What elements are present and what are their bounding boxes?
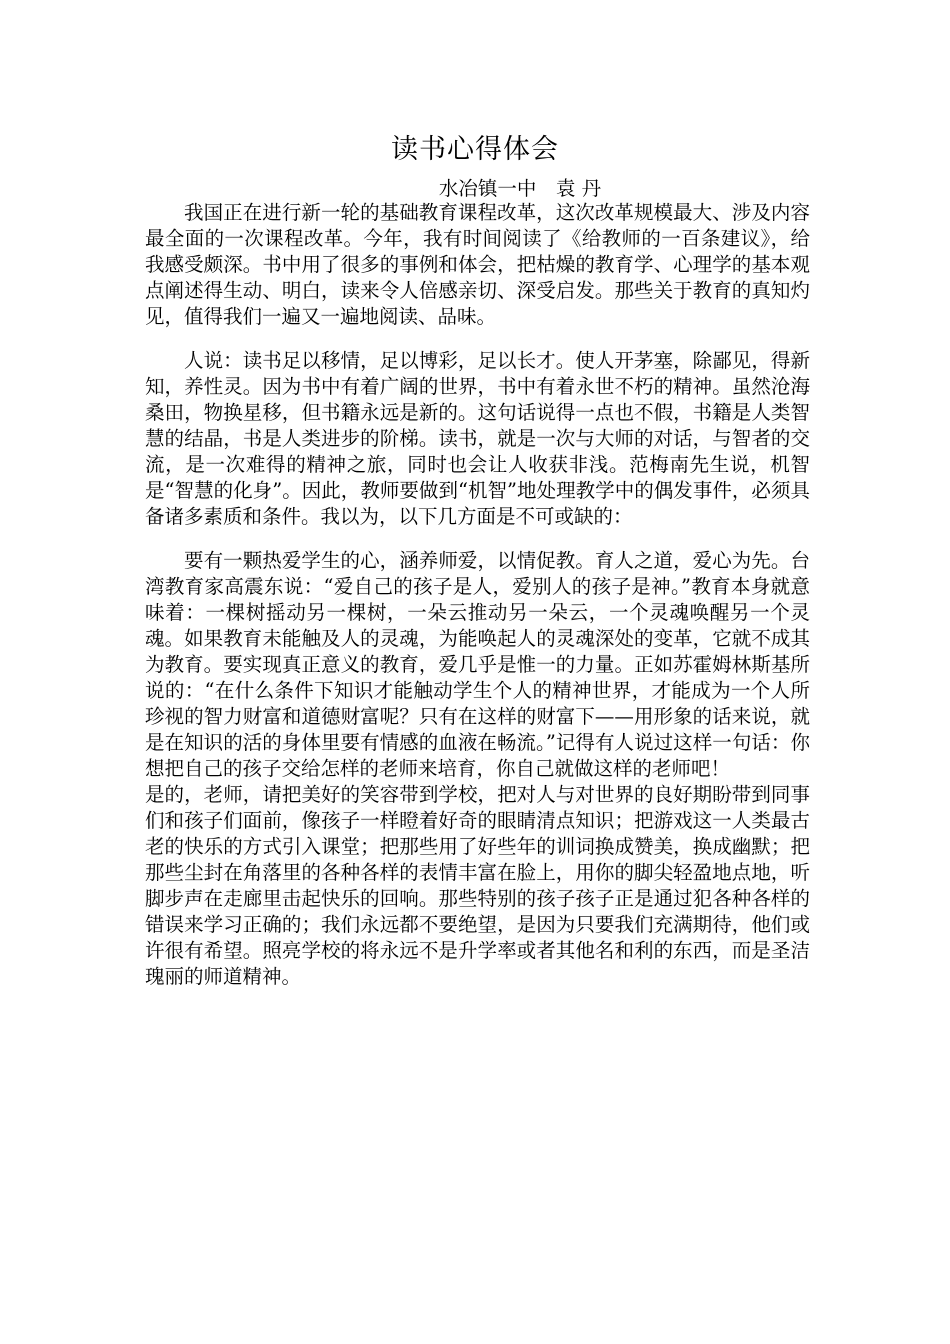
paragraph-4: 是的，老师，请把美好的笑容带到学校，把对人与对世界的良好期盼带到同事们和孩子们面前，像孩子一样瞪着好奇的眼睛清点知识；把游戏这一人类最古老的快乐的方式引入课堂；把那些用了好些年的训词换成赞美，换成幽默；把那些尘封在角落里的各种各样的表情丰富在脸上，用你的脚尖轻盈地点地，听脚步声在走廊里击起快乐的回响。那些特别的孩子孩子正是通过犯各种各样的错误来学习正确的；我们永远都不要绝望，是因为只要我们充满期待，他们或许很有希望。照亮学校的将永远不是升学率或者其他名和利的东西，而是圣洁瑰丽的师道精神。 [145, 783, 810, 988]
paragraph-3: 要有一颗热爱学生的心，涵养师爱，以情促教。育人之道，爱心为先。台湾教育家高震东说：“爱自己的孩子是人，爱别人的孩子是神。”教育本身就意味着：一棵树摇动另一棵树，一朵云推动另一朵云，一个灵魂唤醒另一个灵魂。如果教育未能触及人的灵魂，为能唤起人的灵魂深处的变革，它就不成其为教育。要实现真正意义的教育，爱几乎是惟一的力量。正如苏霍姆林斯基所说的：“在什么条件下知识才能触动学生个人的精神世界，才能成为一个人所珍视的智力财富和道德财富呢？只有在这样的财富下——用形象的话来说，就是在知识的活的身体里要有情感的血液在畅流。”记得有人说过这样一句话：你想把自己的孩子交给怎样的老师来培育，你自己就做这样的老师吧！ [145, 549, 810, 780]
paragraph-1: 我国正在进行新一轮的基础教育课程改革，这次改革规模最大、涉及内容最全面的一次课程改革。今年，我有时间阅读了《给教师的一百条建议》，给我感受颇深。书中用了很多的事例和体会，把枯燥的教育学、心理学的基本观点阐述得生动、明白，读来令人倍感亲切、深受启发。那些关于教育的真知灼见，值得我们一遍又一遍地阅读、品味。 [145, 201, 810, 328]
author-line: 水冶镇一中 袁 丹 [438, 177, 602, 200]
document-body [145, 200, 810, 990]
document-title: 读书心得体会 [391, 134, 559, 165]
paragraph-2: 人说：读书足以移情，足以博彩，足以长才。使人开茅塞，除鄙见，得新知，养性灵。因为书中有着广阔的世界，书中有着永世不朽的精神。虽然沧海桑田，物换星移，但书籍永远是新的。这句话说得一点也不假，书籍是人类智慧的结晶，书是人类进步的阶梯。读书，就是一次与大师的对话，与智者的交流，是一次难得的精神之旅，同时也会让人收获非浅。范梅南先生说，机智是“智慧的化身”。因此，教师要做到“机智”地处理教学中的偶发事件，必须具备诸多素质和条件。我以为，以下几方面是不可或缺的： [145, 349, 810, 528]
